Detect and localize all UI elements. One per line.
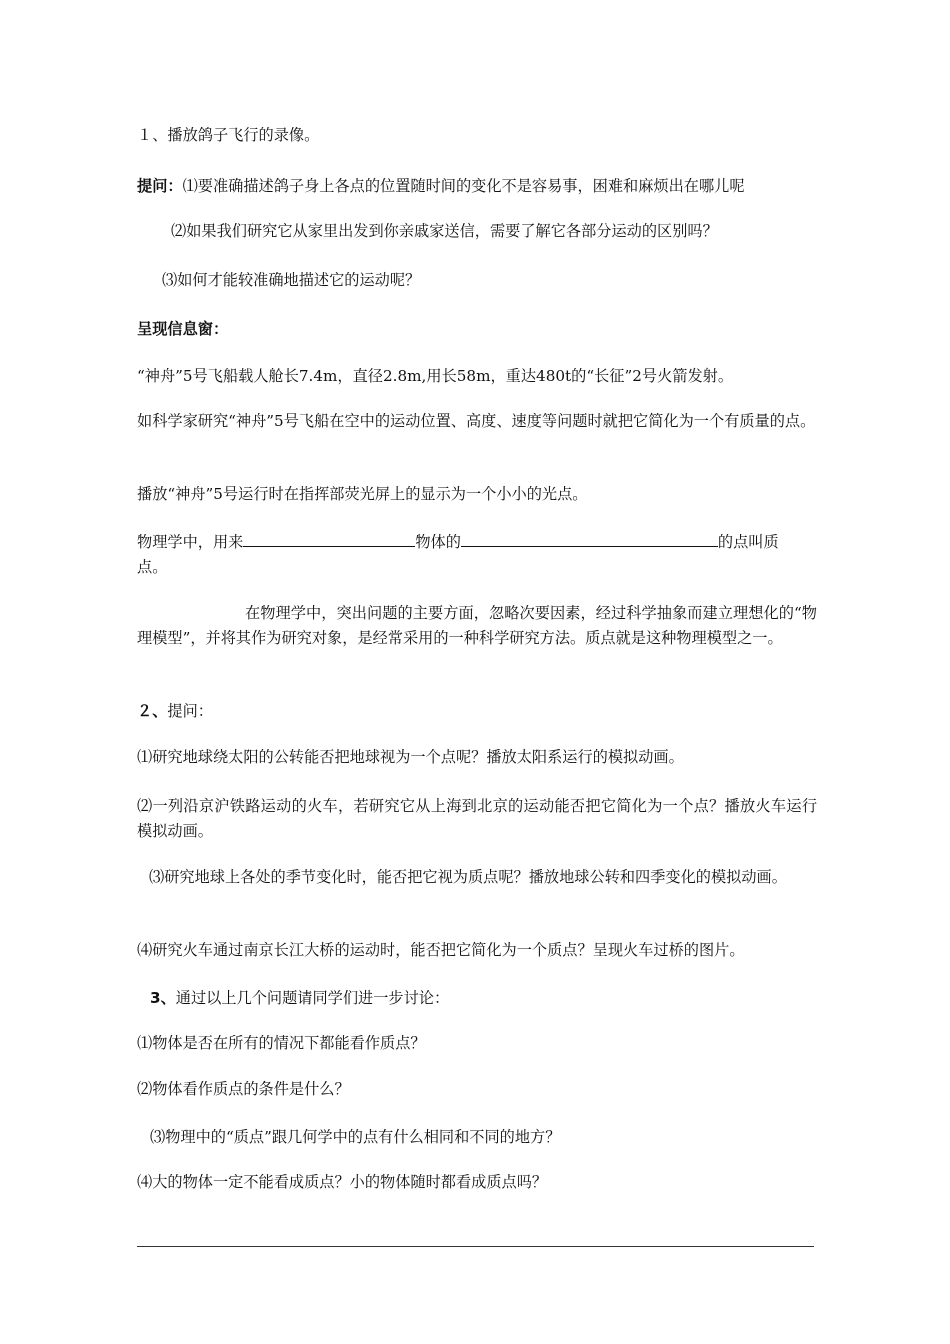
section-3-question-1: ⑴物体是否在所有的情况下都能看作质点？ — [137, 1034, 426, 1052]
blank-1[interactable] — [243, 532, 415, 547]
section-2-question-3: ⑶研究地球上各处的季节变化时，能否把它视为质点呢？播放地球公转和四季变化的模拟动画。 — [149, 868, 787, 886]
section-2-question-2: ⑵一列沿京沪铁路运动的火车，若研究它从上海到北京的运动能否把它简化为一个点？播放火车运行模拟动画。 — [137, 797, 817, 840]
question-1 — [137, 174, 817, 199]
info-paragraph-3: 播放“神舟”5号运行时在指挥部荧光屏上的显示为一个小小的光点。 — [137, 485, 588, 503]
section-3-question-4: ⑷大的物体一定不能看成质点？小的物体随时都看成质点吗？ — [137, 1173, 548, 1191]
info-paragraph-2: 如科学家研究“神舟”5号飞船在空中的运动位置、高度、速度等问题时就把它简化为一个有质量的点。 — [137, 412, 816, 430]
fill-text-a: 物理学中，用来 — [137, 533, 244, 551]
question-3: ⑶如何才能较准确地描述它的运动呢？ — [162, 271, 421, 289]
section-2-heading — [137, 699, 817, 724]
info-window-title: 呈现信息窗： — [137, 320, 229, 338]
fill-blank-line — [137, 530, 817, 555]
physics-model-paragraph: 在物理学中，突出问题的主要方面，忽略次要因素，经过科学抽象而建立理想化的“物理模型”，并将其作为研究对象，是经常采用的一种科学研究方法。质点就是这种物理模型之一。 — [137, 604, 817, 647]
section-3-question-3: ⑶物理中的“质点”跟几何学中的点有什么相同和不同的地方？ — [150, 1128, 561, 1146]
section-3-question-2: ⑵物体看作质点的条件是什么？ — [137, 1080, 350, 1098]
section-3-text: 通过以上几个问题请同学们进一步讨论： — [175, 989, 450, 1007]
section-2-question-1: ⑴研究地球绕太阳的公转能否把地球视为一个点呢？播放太阳系运行的模拟动画。 — [137, 748, 684, 766]
fill-text-c: 的点叫质 — [717, 533, 779, 551]
question-1-text: ⑴要准确描述鸽子身上各点的位置随时间的变化不是容易事，困难和麻烦出在哪儿呢 — [182, 177, 745, 195]
section-3-heading — [150, 986, 830, 1011]
question-label: 提问： — [137, 177, 183, 195]
section-2-text: 提问： — [167, 702, 213, 720]
fill-text-b: 物体的 — [415, 533, 461, 551]
section-3-number: 3、 — [150, 989, 176, 1007]
section-2-question-4: ⑷研究火车通过南京长江大桥的运动时，能否把它简化为一个质点？呈现火车过桥的图片。 — [137, 941, 745, 959]
info-paragraph-1: “神舟”5号飞船载人舱长7.4m，直径2.8m,用长58m，重达480t的“长征”2号火箭发射。 — [137, 367, 734, 385]
footer-divider — [137, 1246, 814, 1247]
section-2-number: ２、 — [137, 702, 168, 720]
question-2: ⑵如果我们研究它从家里出发到你亲戚家送信，需要了解它各部分运动的区别吗？ — [171, 222, 718, 240]
blank-2[interactable] — [461, 532, 718, 547]
fill-blank-line-end: 点。 — [137, 558, 168, 576]
item-1: １、播放鸽子飞行的录像。 — [137, 126, 320, 144]
